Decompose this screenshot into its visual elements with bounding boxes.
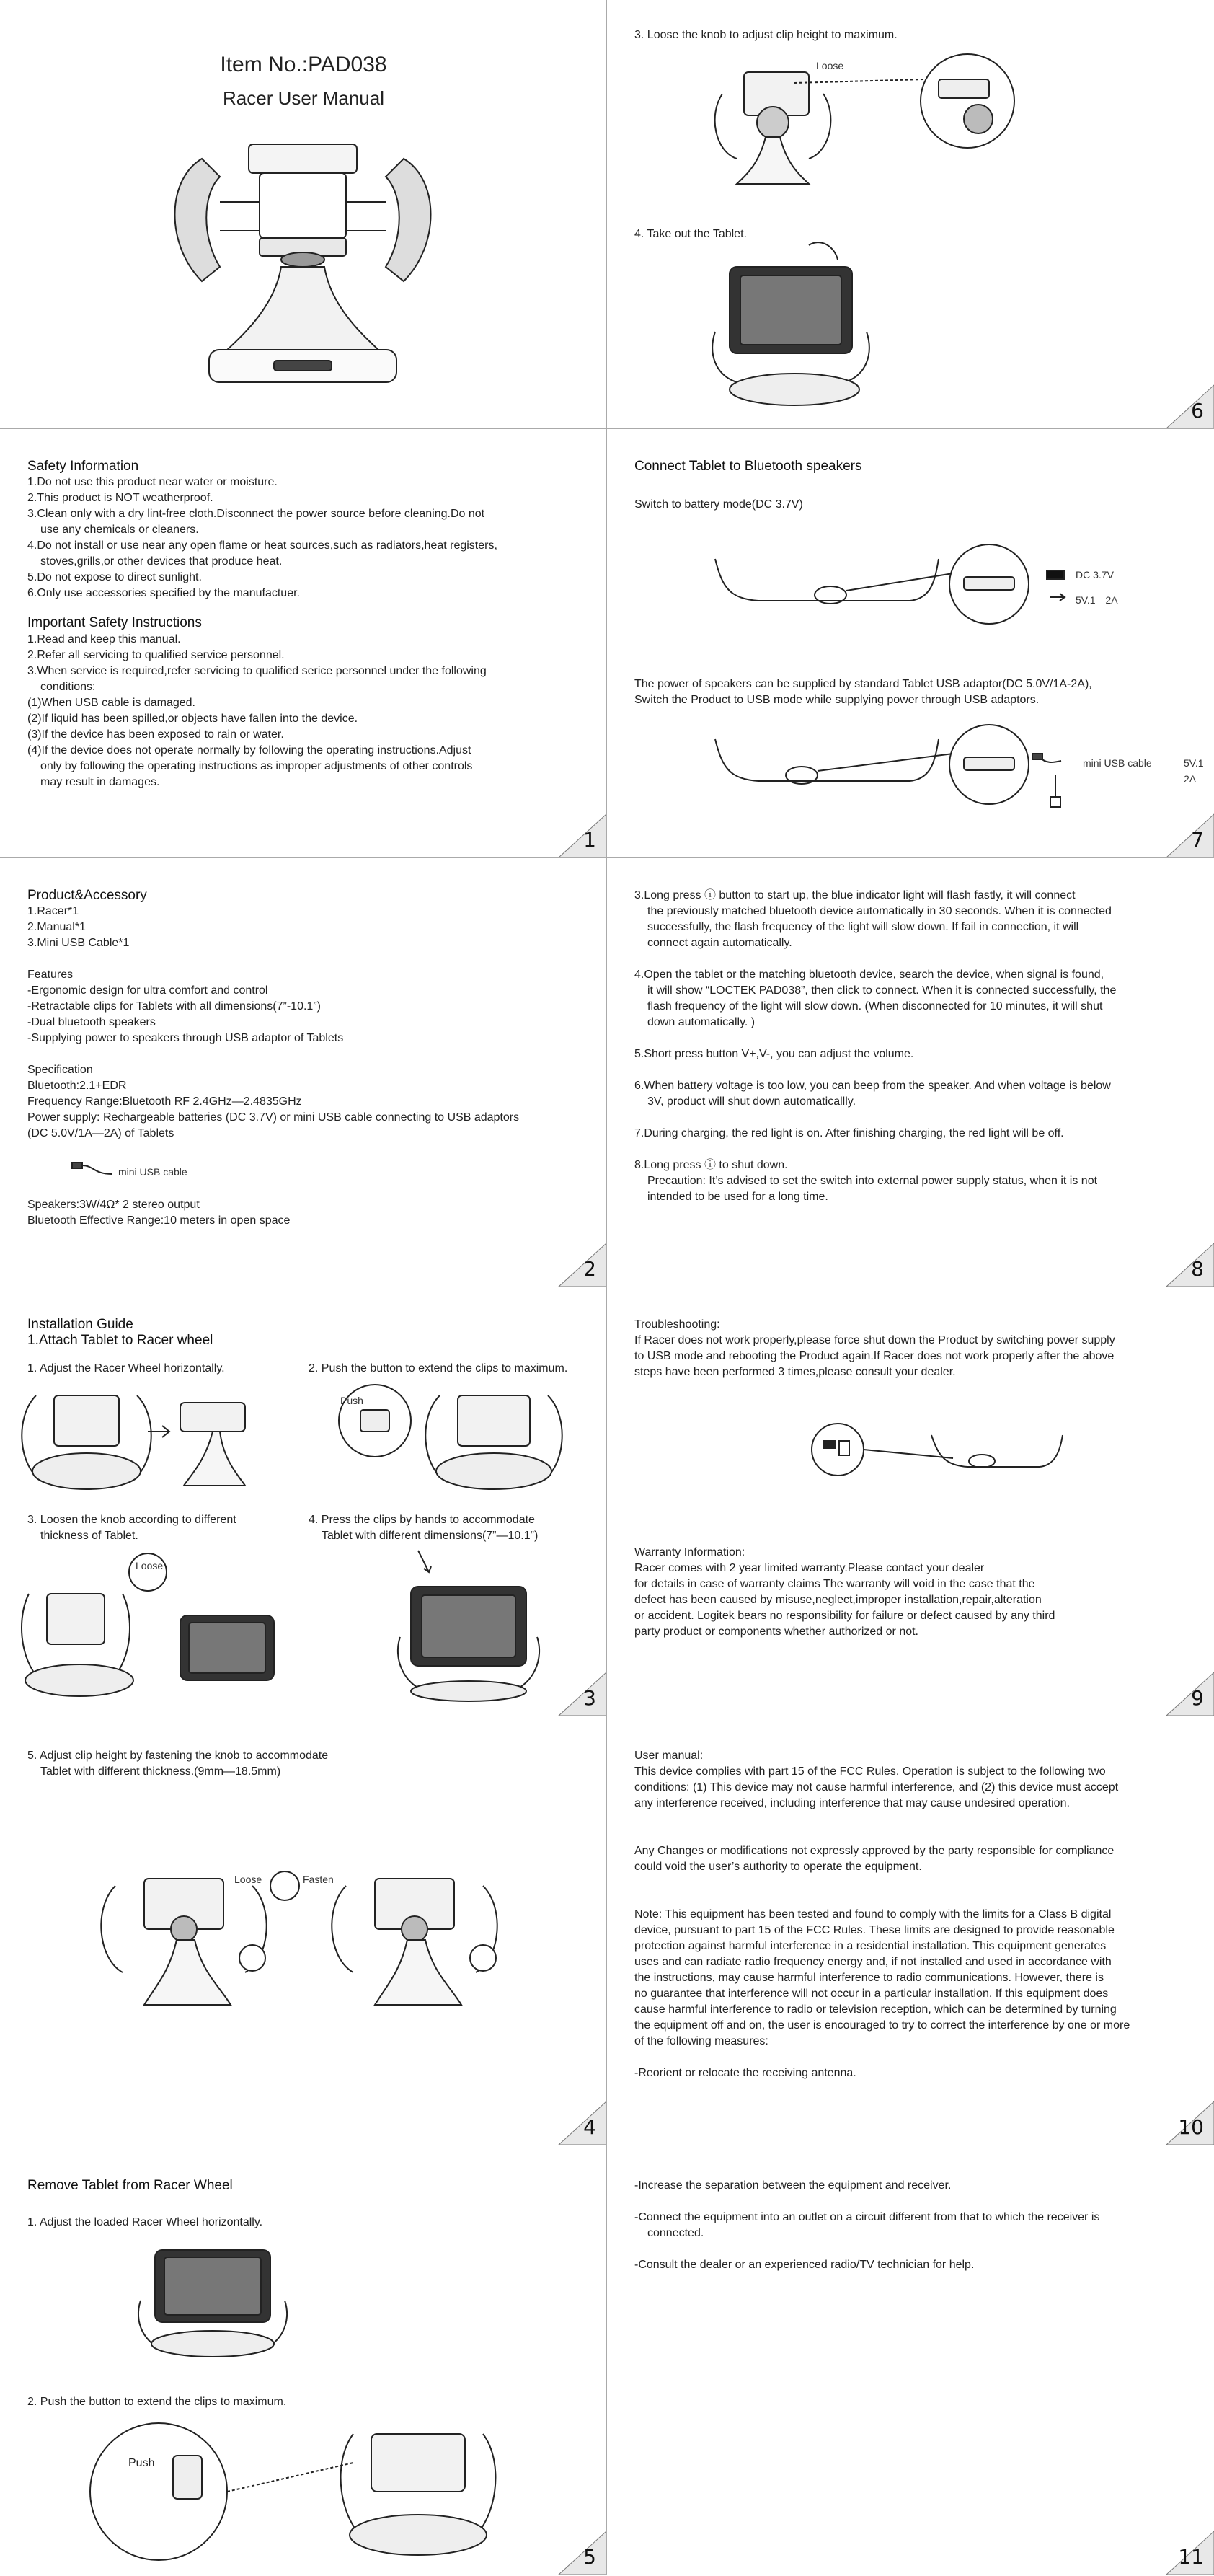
usb-power-text — [634, 676, 1092, 708]
manual-title: Racer User Manual — [223, 87, 384, 109]
troubleshooting-title: Troubleshooting: — [634, 1318, 720, 1331]
loose-label: Loose — [816, 60, 844, 71]
important-item: 2.Refer all servicing to qualified service personnel. — [27, 649, 285, 661]
important-item: (4)If the device does not operate normally by following the operating instructions.Adjust — [27, 744, 471, 757]
power-line: The power of speakers can be supplied by standard Tablet USB adaptor(DC 5.0V/1A-2A), — [634, 678, 1092, 690]
page-number: 1 — [559, 814, 606, 857]
safety-item: 1.Do not use this product near water or moisture. — [27, 476, 278, 488]
page-5 — [0, 2145, 607, 2575]
accessory-item: 2.Manual*1 — [27, 921, 86, 933]
step-line: 4.Open the tablet or the matching bluetooth device, search the device, when signal is found, — [634, 969, 1104, 981]
safety-item: 6.Only use accessories specified by the manufactuer. — [27, 587, 300, 599]
page-number: 7 — [1166, 814, 1214, 857]
usb-mode-switch-illustration — [802, 1421, 1076, 1478]
push-label: Push — [340, 1395, 363, 1406]
remove-step4: 4. Take out the Tablet. — [634, 228, 747, 240]
push-label: Push — [128, 2457, 155, 2469]
install-step3: 3. Loosen the knob according to different thickness of Tablet. — [27, 1514, 236, 1542]
step-line: it will show “LOCTEK PAD038”, then click to connect. When it is connected successfully, the — [647, 984, 1117, 997]
remove-title: Remove Tablet from Racer Wheel — [27, 2178, 233, 2193]
feature-item: -Supplying power to speakers through USB adaptor of Tablets — [27, 1032, 344, 1044]
step-line: the previously matched bluetooth device automatically in 30 seconds. When it is connected — [647, 905, 1112, 917]
page-1 — [0, 429, 607, 858]
attach-title: 1.Attach Tablet to Racer wheel — [27, 1333, 213, 1348]
spec-item: Power supply: Rechargeable batteries (DC 3.7V) or mini USB cable connecting to USB adaptors — [27, 1111, 520, 1124]
page-cover — [0, 0, 607, 429]
feature-item: -Ergonomic design for ultra comfort and control — [27, 984, 268, 997]
remove-step2: 2. Push the button to extend the clips to maximum. — [27, 2396, 287, 2408]
step-line: 6.When battery voltage is too low, you can beep from the speaker. And when voltage is below — [634, 1080, 1111, 1092]
warranty-title: Warranty Information: — [634, 1546, 745, 1558]
step-line: 3V, product will shut down automaticallly. — [647, 1095, 856, 1108]
safety-item: use any chemicals or cleaners. — [40, 524, 199, 536]
page-6 — [607, 0, 1214, 429]
safety-item: 5.Do not expose to direct sunlight. — [27, 571, 202, 583]
operation-steps — [634, 888, 1116, 1205]
step-line: 8.Long press ⓘ to shut down. — [634, 1159, 788, 1171]
safety-item: 3.Clean only with a dry lint-free cloth.Disconnect the power source before cleaning.Do not — [27, 508, 485, 520]
battery-mode-text: Switch to battery mode(DC 3.7V) — [634, 498, 803, 511]
spec-title: Specification — [27, 1064, 93, 1076]
important-item: (3)If the device has been exposed to rain or water. — [27, 728, 284, 741]
fasten-label: Fasten — [303, 1874, 334, 1885]
step-line: connect again automatically. — [647, 937, 792, 949]
spec-item: Frequency Range:Bluetooth RF 2.4GHz—2.4835GHz — [27, 1095, 302, 1108]
page-4 — [0, 1716, 607, 2145]
spec-item: Bluetooth:2.1+EDR — [27, 1080, 127, 1092]
page-2 — [0, 858, 607, 1287]
speakers-spec: Speakers:3W/4Ω* 2 stereo output — [27, 1199, 200, 1211]
loose-label: Loose — [234, 1874, 262, 1885]
safety-item: 2.This product is NOT weatherproof. — [27, 492, 213, 504]
page-7 — [607, 429, 1214, 858]
safety-title: Safety Information — [27, 459, 139, 474]
important-item: (1)When USB cable is damaged. — [27, 697, 195, 709]
usb-mode-illustration — [715, 725, 1148, 833]
page-9 — [607, 1287, 1214, 1716]
important-item: (2)If liquid has been spilled,or objects have fallen into the device. — [27, 713, 358, 725]
page-number: 3 — [559, 1672, 606, 1716]
item-number: Item No.:PAD038 — [220, 53, 387, 76]
page-11 — [607, 2145, 1214, 2575]
accessory-list — [27, 904, 519, 1142]
install-step2: 2. Push the button to extend the clips to maximum. — [309, 1362, 568, 1375]
important-item: may result in damages. — [40, 776, 160, 788]
install-title: Installation Guide — [27, 1317, 133, 1332]
power-line: Switch the Product to USB mode while supplying power through USB adaptors. — [634, 694, 1040, 706]
fcc-section: User manual: This device complies with part 15 of the FCC Rules. Operation is subject to the following two conditions: (1) This device may not cause harmful interference, and (2) this device must accept any interference received, including interference that may cause undesired operation. Any Changes or modifications not expressly approved by the party responsible for compliance could void the user’s authority to operate the equipment. Note: This equipment has been tested and found to comply with the limits for a Class B digital device, pursuant to part 15 of the FCC Rules. These limits are designed to provide reasonable protection against harmful interference in a residential installation. This equipment generates uses and can radiate radio frequency energy and, if not installed and used in accordance with the instructions, may cause harmful interference to radio communications. However, there is no guarantee that interference will not occur in a particular installation. If this equipment does cause harmful interference to radio or television reception, which can be determined by turning the equipment off and on, the user is encouraged to try to correct the interference by one or more of the following measures: -Reorient or relocate the receiving antenna. — [634, 1750, 1130, 2079]
important-item: 1.Read and keep this manual. — [27, 633, 181, 645]
page-number: 8 — [1166, 1243, 1214, 1287]
mini-usb-cable-icon — [72, 1161, 115, 1178]
page-10 — [607, 1716, 1214, 2145]
mini-usb-label: mini USB cable — [1083, 757, 1152, 769]
wheel-horizontal-illustration — [14, 1381, 274, 1496]
fcc-measures: -Increase the separation between the equipment and receiver. -Connect the equipment into an outlet on a circuit different from that to which the receiver is connected. -Consult the dealer or an experienced radio/TV technician for help. — [634, 2179, 1100, 2271]
important-item: 3.When service is required,refer servicing to qualified serice personnel under the following — [27, 665, 487, 677]
extend-clips-illustration — [79, 2412, 512, 2567]
remove-step3: 3. Loose the knob to adjust clip height to maximum. — [634, 29, 898, 41]
loaded-wheel-illustration — [130, 2236, 296, 2358]
safety-item: 4.Do not install or use near any open flame or heat sources,such as radiators,heat registers, — [27, 539, 497, 552]
features-title: Features — [27, 969, 74, 981]
page-3 — [0, 1287, 607, 1716]
page-number: 6 — [1166, 385, 1214, 428]
important-list — [27, 632, 487, 790]
page-number: 9 — [1166, 1672, 1214, 1716]
page-number: 5 — [559, 2531, 606, 2575]
step-line: flash frequency of the light will slow down. (When disconnected for 10 minutes, it will shut — [647, 1000, 1103, 1013]
loose-label: Loose — [136, 1560, 164, 1571]
bluetooth-range: Bluetooth Effective Range:10 meters in open space — [27, 1214, 291, 1227]
push-button-illustration — [332, 1381, 577, 1496]
troubleshooting-section: Troubleshooting: If Racer does not work properly,please force shut down the Product by switching power supply to USB mode and rebooting the Product again.If Racer does not work properly after the above steps have been performed 3 times,please consult your dealer. — [634, 1318, 1115, 1378]
mini-usb-label: mini USB cable — [118, 1166, 187, 1178]
racer-wheel-illustration — [151, 137, 454, 389]
knob-loosen-illustration — [701, 50, 1032, 195]
press-clips-illustration — [389, 1551, 548, 1702]
step-line: 5.Short press button V+,V-, you can adjust the volume. — [634, 1048, 914, 1060]
accessory-item: 3.Mini USB Cable*1 — [27, 937, 130, 949]
user-manual-title: User manual: — [634, 1750, 704, 1762]
step-line: intended to be used for a long time. — [647, 1191, 828, 1203]
step-line: Precaution: It’s advised to set the switch into external power supply status, when it is not — [647, 1175, 1098, 1187]
connect-title: Connect Tablet to Bluetooth speakers — [634, 459, 862, 474]
usb-voltage-label: 5V.1—2A — [1076, 594, 1118, 606]
install-step4: 4. Press the clips by hands to accommodate Tablet with different dimensions(7”—10.1”) — [309, 1514, 539, 1542]
warranty-section: Warranty Information: Racer comes with 2 year limited warranty.Please contact your dealer for details in case of warranty claims The warranty will void in the case that the defect has been caused by misuse,neglect,improper installation,repair,alteration or accident. Logitek bears no responsibility for failure or defect caused by any third party product or components whether authorized or not. — [634, 1546, 1055, 1638]
page-8 — [607, 858, 1214, 1287]
take-out-tablet-illustration — [701, 238, 888, 411]
page-number: 11 — [1166, 2531, 1214, 2575]
page-number: 10 — [1166, 2101, 1214, 2145]
safety-list — [27, 475, 497, 601]
accessory-item: 1.Racer*1 — [27, 905, 79, 917]
install-step1: 1. Adjust the Racer Wheel horizontally. — [27, 1362, 225, 1375]
remove-step1: 1. Adjust the loaded Racer Wheel horizontally. — [27, 2216, 263, 2228]
step-line: successfully, the flash frequency of the light will slow down. If fail in connection, it will — [647, 921, 1079, 933]
battery-switch-illustration — [715, 544, 1119, 631]
product-title: Product&Accessory — [27, 888, 147, 903]
important-item: only by following the operating instructions as improper adjustments of other controls — [40, 760, 473, 772]
page-number: 4 — [559, 2101, 606, 2145]
safety-item: stoves,grills,or other devices that produce heat. — [40, 555, 283, 568]
usb-voltage-label-2: 5V.1—2A — [1184, 757, 1214, 785]
step-line: down automatically. ) — [647, 1016, 756, 1028]
page-number: 2 — [559, 1243, 606, 1287]
feature-item: -Dual bluetooth speakers — [27, 1016, 156, 1028]
install-step5: 5. Adjust clip height by fastening the knob to accommodate Tablet with different thickness.(9mm—18.5mm) — [27, 1750, 329, 1778]
step-line: 3.Long press ⓘ button to start up, the blue indicator light will flash fastly, it will connect — [634, 889, 1076, 901]
feature-item: -Retractable clips for Tablets with all dimensions(7”-10.1”) — [27, 1000, 321, 1013]
important-item: conditions: — [40, 681, 96, 693]
dc-label: DC 3.7V — [1076, 569, 1114, 581]
step-line: 7.During charging, the red light is on. After finishing charging, the red light will be off. — [634, 1127, 1064, 1139]
important-title: Important Safety Instructions — [27, 615, 202, 630]
spec-item: (DC 5.0V/1A—2A) of Tablets — [27, 1127, 174, 1139]
